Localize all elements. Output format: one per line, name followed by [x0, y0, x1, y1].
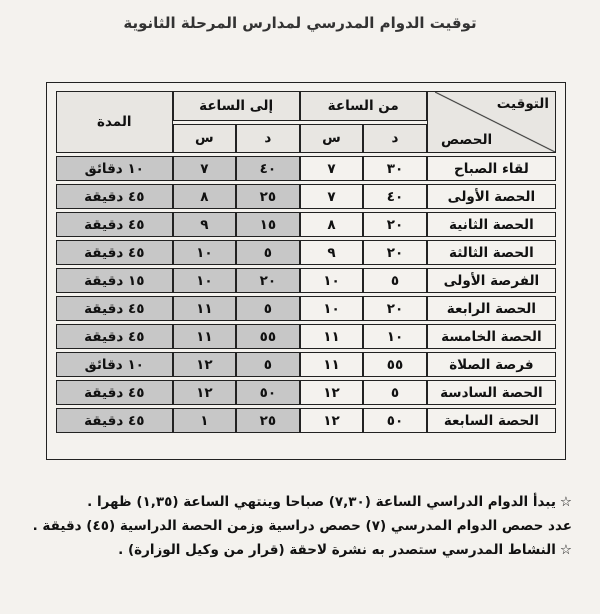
table-row: [56, 408, 556, 433]
table-row: [56, 240, 556, 265]
duration-cell: ٤٥ دقيقة: [56, 380, 173, 405]
note-line: عدد حصص الدوام المدرسي (٧) حصص دراسية وزمن الحصة الدراسية (٤٥) دقيقة .: [32, 518, 572, 534]
from-minute-cell: ٢٠: [363, 240, 427, 265]
star-icon: ☆: [559, 494, 572, 510]
duration-cell: ١٥ دقيقة: [56, 268, 173, 293]
period-name-cell: الحصة السابعة: [427, 408, 556, 433]
to-hour-cell: ١١: [173, 324, 237, 349]
table-row: [56, 352, 556, 377]
to-hour-cell: ١: [173, 408, 237, 433]
table-row: [56, 212, 556, 237]
duration-cell: ١٠ دقائق: [56, 156, 173, 181]
duration-cell: ٤٥ دقيقة: [56, 296, 173, 321]
from-hour-cell: ٧: [300, 156, 364, 181]
from-hour-header: س: [300, 124, 364, 154]
period-name-cell: لقاء الصباح: [427, 156, 556, 181]
to-minute-cell: ٥: [236, 296, 300, 321]
to-hour-cell: ١٢: [173, 352, 237, 377]
table-row: [56, 156, 556, 181]
to-minute-cell: ١٥: [236, 212, 300, 237]
duration-cell: ٤٥ دقيقة: [56, 184, 173, 209]
from-hour-cell: ٩: [300, 240, 364, 265]
period-name-cell: الحصة السادسة: [427, 380, 556, 405]
period-name-cell: الحصة الأولى: [427, 184, 556, 209]
header-row: [56, 91, 556, 121]
corner-bottom-label: الحصص: [441, 132, 493, 148]
from-header: من الساعة: [300, 91, 427, 121]
period-name-cell: الحصة الخامسة: [427, 324, 556, 349]
period-name-cell: الحصة الثانية: [427, 212, 556, 237]
to-hour-header: س: [173, 124, 237, 154]
to-minute-cell: ٢٥: [236, 184, 300, 209]
to-minute-cell: ٥٥: [236, 324, 300, 349]
schedule-table: [56, 88, 556, 436]
period-name-cell: الحصة الرابعة: [427, 296, 556, 321]
note-line: ☆النشاط المدرسي ستصدر به نشرة لاحقة (قرار من وكيل الوزارة) .: [118, 542, 572, 558]
from-minute-cell: ١٠: [363, 324, 427, 349]
duration-cell: ٤٥ دقيقة: [56, 408, 173, 433]
to-minute-cell: ٢٠: [236, 268, 300, 293]
notes-section: [12, 490, 572, 562]
duration-cell: ٤٥ دقيقة: [56, 212, 173, 237]
to-hour-cell: ٨: [173, 184, 237, 209]
duration-cell: ٤٥ دقيقة: [56, 240, 173, 265]
to-hour-cell: ١٠: [173, 240, 237, 265]
from-hour-cell: ١٢: [300, 380, 364, 405]
period-name-cell: الفرصة الأولى: [427, 268, 556, 293]
to-minute-cell: ٥: [236, 240, 300, 265]
from-hour-cell: ١٠: [300, 296, 364, 321]
from-minute-cell: ٥٥: [363, 352, 427, 377]
table-row: [56, 296, 556, 321]
from-minute-cell: ٢٠: [363, 296, 427, 321]
from-minute-cell: ٣٠: [363, 156, 427, 181]
note-line: ☆يبدأ الدوام الدراسي الساعة (٧,٣٠) صباحا وينتهي الساعة (١,٣٥) ظهرا .: [87, 494, 572, 510]
corner-top-label: التوقيت: [496, 96, 549, 112]
period-name-cell: فرصة الصلاة: [427, 352, 556, 377]
duration-cell: ٤٥ دقيقة: [56, 324, 173, 349]
from-hour-cell: ١١: [300, 324, 364, 349]
duration-cell: ١٠ دقائق: [56, 352, 173, 377]
from-minute-cell: ٤٠: [363, 184, 427, 209]
from-hour-cell: ٨: [300, 212, 364, 237]
from-hour-cell: ١١: [300, 352, 364, 377]
period-name-cell: الحصة الثالثة: [427, 240, 556, 265]
to-minute-cell: ٥: [236, 352, 300, 377]
from-hour-cell: ١٠: [300, 268, 364, 293]
to-header: إلى الساعة: [173, 91, 300, 121]
corner-header-cell: [427, 91, 556, 153]
table-row: [56, 268, 556, 293]
table-row: [56, 184, 556, 209]
duration-header: المدة: [56, 91, 173, 153]
star-icon: ☆: [559, 542, 572, 558]
to-hour-cell: ٩: [173, 212, 237, 237]
page-title: توقيت الدوام المدرسي لمدارس المرحلة الثانوية: [123, 14, 477, 32]
to-minute-cell: ٥٠: [236, 380, 300, 405]
to-hour-cell: ١٠: [173, 268, 237, 293]
table-row: [56, 324, 556, 349]
to-minute-cell: ٤٠: [236, 156, 300, 181]
to-minute-cell: ٢٥: [236, 408, 300, 433]
table-row: [56, 380, 556, 405]
from-hour-cell: ١٢: [300, 408, 364, 433]
from-minute-cell: ٥: [363, 380, 427, 405]
to-hour-cell: ١٢: [173, 380, 237, 405]
to-minute-header: د: [236, 124, 300, 154]
from-minute-cell: ٥: [363, 268, 427, 293]
from-hour-cell: ٧: [300, 184, 364, 209]
to-hour-cell: ١١: [173, 296, 237, 321]
from-minute-cell: ٢٠: [363, 212, 427, 237]
to-hour-cell: ٧: [173, 156, 237, 181]
from-minute-header: د: [363, 124, 427, 154]
from-minute-cell: ٥٠: [363, 408, 427, 433]
